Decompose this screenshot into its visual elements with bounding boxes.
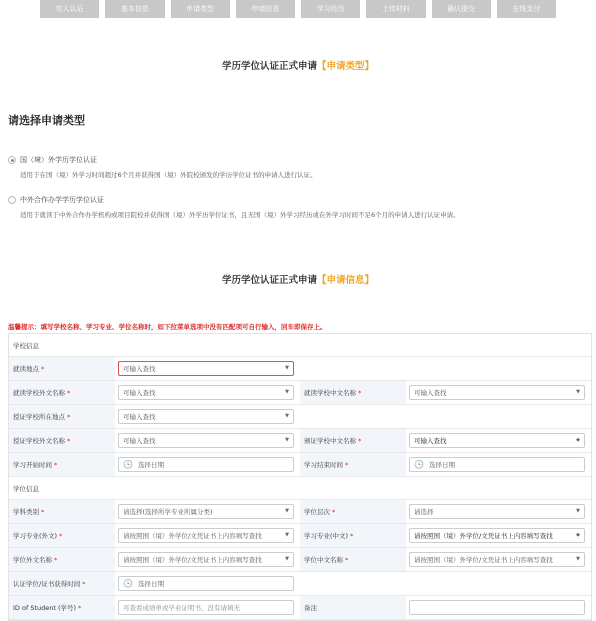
form-row — [9, 572, 591, 596]
select-input[interactable] — [409, 504, 585, 519]
select-input[interactable] — [118, 504, 294, 519]
field-value-cell — [115, 381, 300, 404]
field-label — [300, 453, 406, 476]
required-mark: * — [332, 507, 336, 516]
field-label — [9, 429, 115, 452]
clock-icon: 🕓 — [123, 460, 133, 469]
field-label — [300, 381, 406, 404]
group-school: 学校信息 — [9, 334, 591, 357]
chevron-down-icon: ▼ — [285, 437, 289, 443]
text-input[interactable] — [118, 600, 294, 615]
field-label-text: 学位中文名称 — [304, 556, 343, 564]
required-mark: * — [350, 531, 354, 540]
option-desc: 适用于在国（境）外学习时间超过6个月并获得国（境）外院校颁发的学历学位证书的申请人进行认证。 — [20, 171, 317, 179]
select-input[interactable] — [118, 528, 294, 543]
required-mark: * — [54, 555, 58, 564]
field-value-cell — [115, 596, 300, 619]
field-value-text: 可输入查找 — [123, 365, 156, 373]
field-label — [9, 524, 115, 547]
field-value-text: 选择日期 — [137, 580, 164, 588]
field-label-text: 学位层次 — [304, 508, 330, 516]
select-input[interactable] — [409, 433, 585, 448]
field-value-text: 请按照国（境）外学位/文凭证书上内容填写查找 — [414, 556, 553, 564]
field-value-cell — [406, 596, 591, 619]
select-input[interactable] — [118, 552, 294, 567]
field-label — [300, 500, 406, 523]
required-mark: * — [78, 603, 82, 612]
field-label — [300, 596, 406, 619]
chevron-down-icon: ▼ — [285, 508, 289, 514]
field-value-cell — [406, 381, 591, 404]
field-value-text: 可输入查找 — [123, 413, 156, 421]
field-value-cell — [406, 453, 591, 476]
chevron-down-icon: ▼ — [285, 556, 289, 562]
date-picker[interactable] — [118, 576, 294, 591]
required-mark: * — [67, 388, 71, 397]
option-desc: 适用于就读于中外合作办学机构或项目院校并获得国（境）外学历学位证书，且无国（境）外学习经历或在外学习时间不足6个月的申请人进行认证申请。 — [20, 211, 460, 219]
form-row — [9, 524, 591, 548]
field-label-text: ID of Student (学号) — [13, 604, 77, 612]
option-label: 国（境）外学历学位认证 — [20, 156, 97, 164]
field-value-text: 可输入查找 — [123, 437, 156, 445]
field-label-text: 就读地点 — [13, 365, 39, 373]
field-value-text: 可输入查找 — [414, 437, 447, 445]
required-mark: * — [82, 579, 86, 588]
field-value-text: 选择日期 — [137, 461, 164, 469]
step-2: 基本信息 — [105, 0, 164, 18]
step-8: 在线支付 — [497, 0, 556, 18]
field-value-cell — [115, 405, 300, 428]
required-mark: * — [41, 507, 45, 516]
field-label-text: 就读学校中文名称 — [304, 389, 356, 397]
field-label — [300, 548, 406, 571]
date-picker[interactable] — [118, 457, 294, 472]
select-input[interactable] — [118, 409, 294, 424]
form-row — [9, 357, 591, 381]
field-value-text: 请选择 — [414, 508, 434, 516]
required-mark: * — [54, 460, 58, 469]
field-value-text: 请按照国（境）外学位/文凭证书上内容填写查找 — [123, 556, 262, 564]
group-degree: 学位信息 — [9, 477, 591, 500]
chevron-down-icon: ▼ — [576, 556, 580, 562]
field-value-cell — [115, 357, 300, 380]
clock-icon: 🕓 — [123, 579, 133, 588]
field-value-cell — [115, 429, 300, 452]
radio-selected-icon[interactable] — [8, 156, 16, 164]
application-form — [8, 333, 592, 621]
field-value-text: 请选择(选择所学专业所属分类) — [123, 508, 213, 516]
select-input[interactable] — [118, 385, 294, 400]
select-input[interactable] — [409, 385, 585, 400]
field-value-text: 请按照国（境）外学位/文凭证书上内容填写查找 — [414, 532, 553, 540]
field-label — [9, 453, 115, 476]
field-value-cell — [115, 524, 300, 547]
field-label-text: 学位外文名称 — [13, 556, 52, 564]
field-label — [9, 405, 115, 428]
field-value-text: 可查看成绩单或毕业证明书，没有请填无 — [123, 604, 240, 612]
select-input[interactable] — [409, 528, 585, 543]
field-value-cell — [406, 524, 591, 547]
form-row — [9, 500, 591, 524]
page-title-info: 学历学位认证正式申请【申请信息】 — [221, 275, 375, 286]
field-label-text: 学科类别 — [13, 508, 39, 516]
field-label-text: 学习专业(中文) — [304, 532, 349, 540]
page-title-type: 学历学位认证正式申请【申请类型】 — [221, 61, 375, 72]
field-label-text: 颁证学校中文名称 — [304, 437, 356, 445]
field-value-cell — [115, 500, 300, 523]
chevron-down-icon: ▼ — [285, 389, 289, 395]
field-label-text: 学习专业(外文) — [13, 532, 58, 540]
field-label-text: 认证学位/证书获得时间 — [13, 580, 81, 588]
form-row — [9, 548, 591, 572]
step-1: 实人认证 — [40, 0, 99, 18]
select-input[interactable] — [118, 433, 294, 448]
field-value-text: 可输入查找 — [123, 389, 156, 397]
field-value-text: 可输入查找 — [414, 389, 447, 397]
form-row — [9, 405, 591, 429]
field-value-text: 选择日期 — [428, 461, 455, 469]
text-input[interactable] — [409, 600, 585, 615]
chevron-down-icon: ▼ — [285, 413, 289, 419]
field-label — [9, 572, 115, 595]
step-7: 确认提交 — [432, 0, 491, 18]
option-joint[interactable] — [8, 195, 460, 219]
option-label: 中外合作办学学历学位认证 — [20, 196, 104, 204]
clock-icon: 🕓 — [414, 460, 424, 469]
field-value-cell — [406, 500, 591, 523]
required-mark: * — [67, 412, 71, 421]
form-row — [9, 596, 591, 620]
select-input[interactable] — [118, 361, 294, 376]
section-heading: 请选择申请类型 — [8, 114, 85, 127]
select-input[interactable] — [409, 552, 585, 567]
warning-text: 温馨提示：填写学校名称、学习专业、学位名称时，如下拉菜单选项中没有匹配项可自行输入，回车即保存上。 — [8, 323, 327, 331]
step-5: 学习经历 — [301, 0, 360, 18]
field-value-text: 请按照国（境）外学位/文凭证书上内容填写查找 — [123, 532, 262, 540]
chevron-down-icon: ▼ — [576, 389, 580, 395]
required-mark: * — [358, 388, 362, 397]
field-label — [9, 596, 115, 619]
date-picker[interactable] — [409, 457, 585, 472]
required-mark: * — [345, 555, 349, 564]
step-3: 申请类型 — [171, 0, 230, 18]
radio-icon[interactable] — [8, 196, 16, 204]
required-mark: * — [67, 436, 71, 445]
chevron-down-icon: ▼ — [285, 365, 289, 371]
required-mark: * — [358, 436, 362, 445]
form-row — [9, 429, 591, 453]
step-4: 申请信息 — [236, 0, 295, 18]
field-label-text: 授证学校外文名称 — [13, 437, 65, 445]
field-value-cell — [406, 548, 591, 571]
field-label-text: 学习结束时间 — [304, 461, 343, 469]
field-value-cell — [115, 548, 300, 571]
required-mark: * — [345, 460, 349, 469]
field-label — [300, 429, 406, 452]
field-label — [9, 500, 115, 523]
chevron-down-icon: ◆ — [576, 532, 580, 538]
field-label-text: 就读学校外文名称 — [13, 389, 65, 397]
field-label — [300, 524, 406, 547]
field-label-text: 备注 — [304, 604, 317, 612]
step-bar — [40, 0, 556, 18]
field-label — [9, 357, 115, 380]
required-mark: * — [41, 364, 45, 373]
field-label-text: 学习开始时间 — [13, 461, 52, 469]
chevron-down-icon: ▼ — [285, 532, 289, 538]
option-overseas[interactable] — [8, 155, 317, 179]
chevron-down-icon: ◆ — [576, 437, 580, 443]
form-row — [9, 453, 591, 477]
field-value-cell — [115, 453, 300, 476]
field-label — [9, 548, 115, 571]
required-mark: * — [59, 531, 63, 540]
form-row — [9, 381, 591, 405]
chevron-down-icon: ▼ — [576, 508, 580, 514]
step-6: 上传材料 — [366, 0, 425, 18]
field-label-text: 授证学校所在地点 — [13, 413, 65, 421]
field-value-cell — [406, 429, 591, 452]
field-value-cell — [115, 572, 300, 595]
field-label — [9, 381, 115, 404]
